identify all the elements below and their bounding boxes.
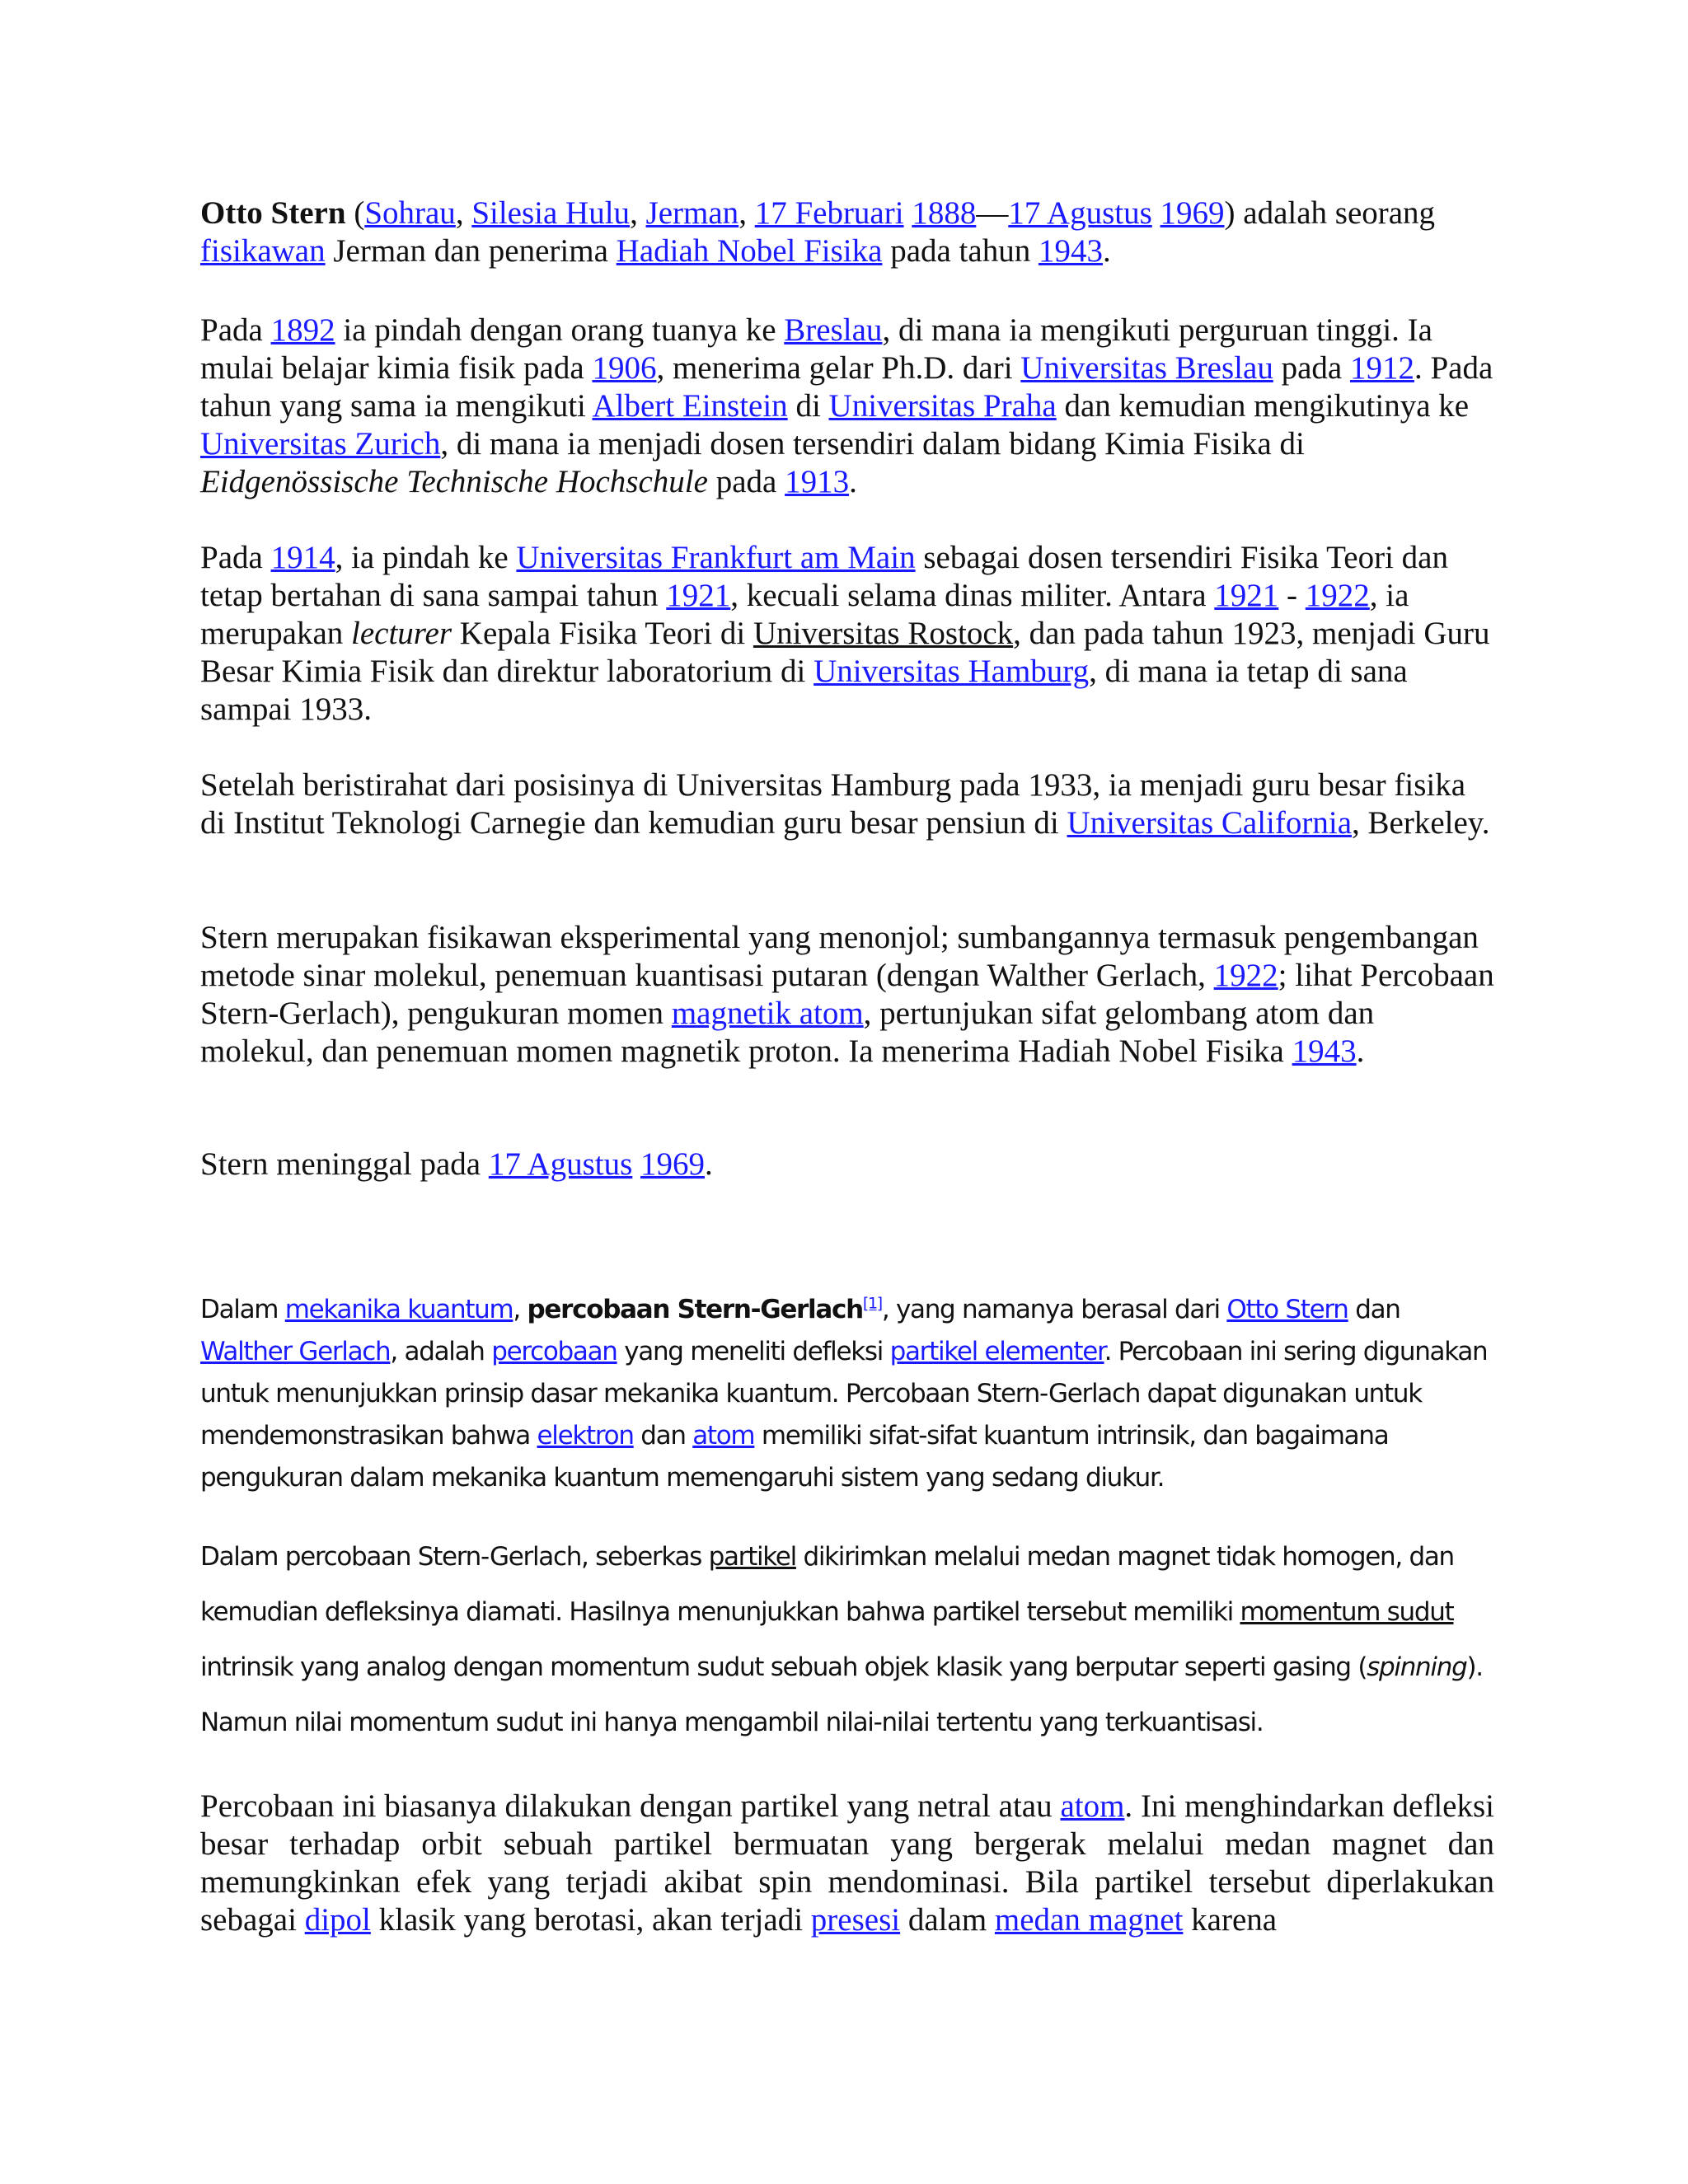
paragraph-later-career: Setelah beristirahat dari posisinya di Universitas Hamburg pada 1933, ia menjadi guru besar fisika di Institut Teknologi Carnegie dan kemudian guru besar pensiun di Universitas California, Berkeley. bbox=[200, 767, 1490, 841]
paragraph-experiment-intro: Dalam mekanika kuantum, percobaan Stern-Gerlach[1], yang namanya berasal dari Otto Stern dan Walther Gerlach, adalah percobaan yang meneliti defleksi partikel elementer. Percobaan ini sering digunakan untuk menunjukkan prinsip dasar mekanika kuantum. Percobaan Stern-Gerlach dapat digunakan untuk mendemonstrasikan bahwa elektron dan atom memiliki sifat-sifat kuantum intrinsik, dan bagaimana pengukuran dalam mekanika kuantum memengaruhi sistem yang sedang diukur. bbox=[200, 1294, 1488, 1493]
link-1969[interactable]: 1969 bbox=[1160, 195, 1225, 231]
experiment-title: percobaan Stern-Gerlach bbox=[527, 1295, 863, 1324]
link-silesia-hulu[interactable]: Silesia Hulu bbox=[471, 195, 631, 231]
link-medan-magnet[interactable]: medan magnet bbox=[994, 1902, 1184, 1938]
link-1969-b[interactable]: 1969 bbox=[640, 1146, 706, 1182]
link-atom[interactable]: atom bbox=[692, 1421, 755, 1451]
paragraph-intro: Otto Stern (Sohrau, Silesia Hulu, Jerman, 17 Februari 1888—17 Agustus 1969) adalah seorang fisikawan Jerman dan penerima Hadiah Nobel Fisika pada tahun 1943. bbox=[200, 195, 1436, 269]
eth-name: Eidgenössische Technische Hochschule bbox=[200, 464, 708, 499]
link-mekanika-kuantum[interactable]: mekanika kuantum bbox=[284, 1295, 513, 1324]
reference-link[interactable]: [1] bbox=[862, 1294, 882, 1313]
link-universitas-breslau[interactable]: Universitas Breslau bbox=[1020, 350, 1273, 386]
link-sohrau[interactable]: Sohrau bbox=[364, 195, 456, 231]
link-1922[interactable]: 1922 bbox=[1305, 578, 1370, 613]
link-hadiah-nobel-fisika[interactable]: Hadiah Nobel Fisika bbox=[616, 233, 883, 269]
paragraph-experiment-neutral: Percobaan ini biasanya dilakukan dengan partikel yang netral atau atom. Ini menghindarkan defleksi besar terhadap orbit sebuah partikel bermuatan yang bergerak melalui medan magnet dan memungkinkan efek yang terjadi akibat spin mendominasi. Bila partikel tersebut diperlakukan sebagai dipol klasik yang berotasi, akan terjadi presesi dalam medan magnet karena bbox=[200, 1788, 1494, 1938]
link-1888[interactable]: 1888 bbox=[912, 195, 977, 231]
link-otto-stern[interactable]: Otto Stern bbox=[1226, 1295, 1348, 1324]
link-universitas-zurich[interactable]: Universitas Zurich bbox=[200, 426, 441, 462]
link-17-agustus-b[interactable]: 17 Agustus bbox=[488, 1146, 633, 1182]
link-universitas-praha[interactable]: Universitas Praha bbox=[828, 388, 1057, 424]
paragraph-experiment-method: Dalam percobaan Stern-Gerlach, seberkas partikel dikirimkan melalui medan magnet tidak homogen, dan kemudian defleksinya diamati. Hasilnya menunjukkan bahwa partikel tersebut memiliki momentum sudut intrinsik yang analog dengan momentum sudut sebuah objek klasik yang berputar seperti gasing (spinning). Namun nilai momentum sudut ini hanya mengambil nilai-nilai tertentu yang terkuantisasi. bbox=[200, 1542, 1483, 1737]
link-17-agustus[interactable]: 17 Agustus bbox=[1008, 195, 1152, 231]
link-1943-b[interactable]: 1943 bbox=[1292, 1033, 1357, 1069]
subject-name: Otto Stern bbox=[200, 195, 346, 231]
link-partikel[interactable]: partikel bbox=[708, 1542, 796, 1572]
link-1921[interactable]: 1921 bbox=[666, 578, 731, 613]
link-17-februari[interactable]: 17 Februari bbox=[754, 195, 904, 231]
paragraph-death: Stern meninggal pada 17 Agustus 1969. bbox=[200, 1146, 713, 1182]
link-universitas-california[interactable]: Universitas California bbox=[1067, 805, 1353, 841]
link-1943[interactable]: 1943 bbox=[1038, 233, 1103, 269]
link-breslau[interactable]: Breslau bbox=[784, 312, 883, 348]
link-universitas-hamburg[interactable]: Universitas Hamburg bbox=[814, 654, 1090, 689]
link-1892[interactable]: 1892 bbox=[270, 312, 335, 348]
link-partikel-elementer[interactable]: partikel elementer bbox=[889, 1337, 1104, 1366]
link-1912[interactable]: 1912 bbox=[1349, 350, 1414, 386]
link-1914[interactable]: 1914 bbox=[270, 540, 335, 575]
link-1921-b[interactable]: 1921 bbox=[1214, 578, 1279, 613]
link-jerman[interactable]: Jerman bbox=[645, 195, 739, 231]
link-dipol[interactable]: dipol bbox=[304, 1902, 371, 1938]
lecturer-term: lecturer bbox=[351, 616, 452, 651]
link-atom-b[interactable]: atom bbox=[1060, 1788, 1125, 1824]
paragraph-education: Pada 1892 ia pindah dengan orang tuanya ke Breslau, di mana ia mengikuti perguruan tinggi. Ia mulai belajar kimia fisik pada 1906, menerima gelar Ph.D. dari Universitas Breslau pada 1912. Pada tahun yang sama ia mengikuti Albert Einstein di Universitas Praha dan kemudian mengikutinya ke Universitas Zurich, di mana ia menjadi dosen tersendiri dalam bidang Kimia Fisika di Eidgenössische Technische Hochschule pada 1913. bbox=[200, 312, 1493, 499]
link-fisikawan[interactable]: fisikawan bbox=[200, 233, 326, 269]
link-magnetik-atom[interactable]: magnetik atom bbox=[671, 996, 864, 1031]
link-walther-gerlach[interactable]: Walther Gerlach bbox=[200, 1337, 391, 1366]
paragraph-contributions: Stern merupakan fisikawan eksperimental yang menonjol; sumbangannya termasuk pengembangan metode sinar molekul, penemuan kuantisasi putaran (dengan Walther Gerlach, 1922; lihat Percobaan Stern-Gerlach), pengukuran momen magnetik atom, pertunjukan sifat gelombang atom dan molekul, dan penemuan momen magnetik proton. Ia menerima Hadiah Nobel Fisika 1943. bbox=[200, 920, 1494, 1069]
link-momentum-sudut[interactable]: momentum sudut bbox=[1240, 1597, 1454, 1627]
paragraph-career: Pada 1914, ia pindah ke Universitas Frankfurt am Main sebagai dosen tersendiri Fisika Teori dan tetap bertahan di sana sampai tahun 1921, kecuali selama dinas militer. Antara 1921 - 1922, ia merupakan lecturer Kepala Fisika Teori di Universitas Rostock, dan pada tahun 1923, menjadi Guru Besar Kimia Fisik dan direktur laboratorium di Universitas Hamburg, di mana ia tetap di sana sampai 1933. bbox=[200, 540, 1490, 727]
link-1922-b[interactable]: 1922 bbox=[1213, 958, 1278, 993]
link-1913[interactable]: 1913 bbox=[785, 464, 850, 499]
link-universitas-rostock[interactable]: Universitas Rostock bbox=[753, 616, 1014, 651]
link-percobaan[interactable]: percobaan bbox=[491, 1337, 617, 1366]
link-presesi[interactable]: presesi bbox=[810, 1902, 901, 1938]
link-elektron[interactable]: elektron bbox=[537, 1421, 634, 1451]
link-universitas-frankfurt[interactable]: Universitas Frankfurt am Main bbox=[516, 540, 916, 575]
spinning-term: spinning bbox=[1367, 1652, 1467, 1682]
link-1906[interactable]: 1906 bbox=[592, 350, 657, 386]
link-albert-einstein[interactable]: Albert Einstein bbox=[592, 388, 788, 424]
